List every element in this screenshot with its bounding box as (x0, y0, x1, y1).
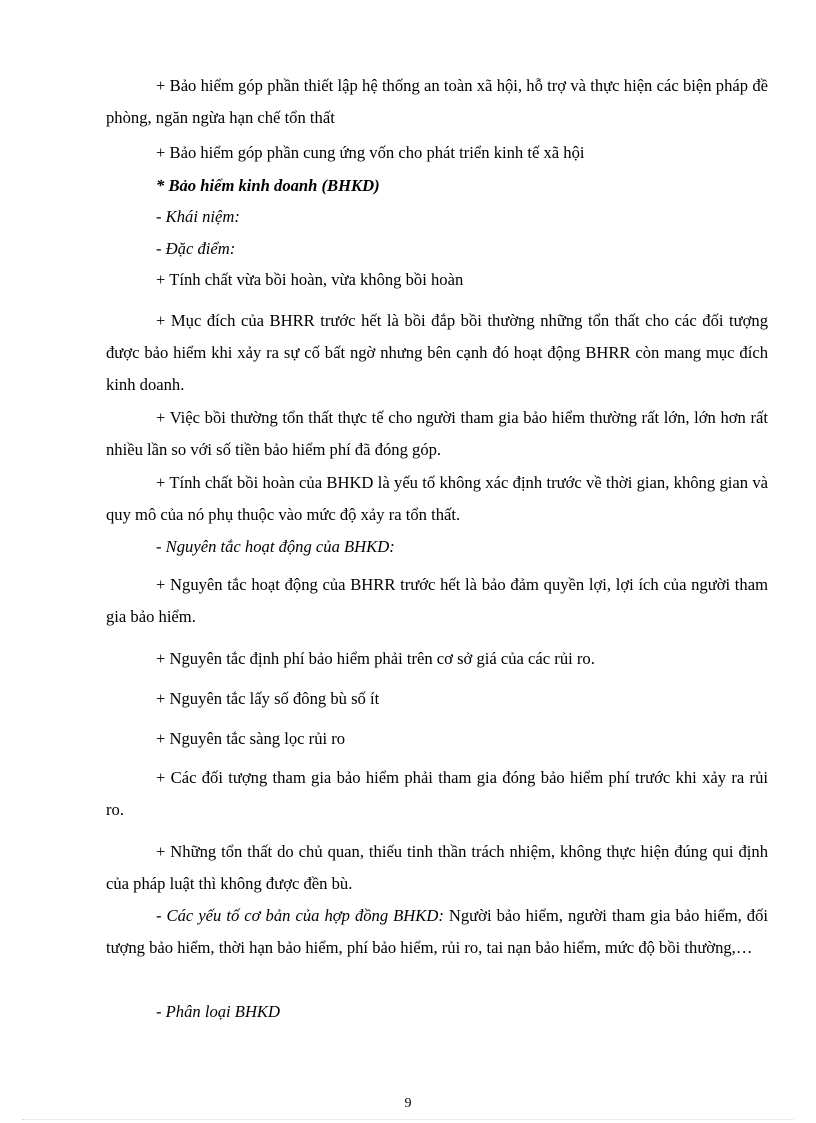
item-operating-principles: - Nguyên tắc hoạt động của BHKD: (156, 537, 395, 556)
paragraph-purpose: + Mục đích của BHRR trước hết là bồi đắp bồi thường những tổn thất cho các đối tượng được bảo hiểm khi xảy ra sự cố bất ngờ nhưng bên cạnh đó hoạt động BHRR còn mang mục đích kinh doanh. (106, 311, 768, 394)
paragraph-premium-before-risk: + Các đối tượng tham gia bảo hiểm phải tham gia đóng bảo hiểm phí trước khi xảy ra rủi ro. (106, 768, 768, 819)
paragraph-principle-majority: + Nguyên tắc lấy số đông bù số ít (156, 689, 380, 708)
paragraph-principle-screening: + Nguyên tắc sàng lọc rủi ro (156, 729, 346, 748)
contract-elements-text: Người bảo hiểm, người tham gia bảo hiểm, đối tượng bảo hiểm, thời hạn bảo hiểm, phí bảo hiểm, rủi ro, tai nạn bảo hiểm, mức độ bồi thường,… (106, 906, 769, 957)
paragraph-contract-elements (106, 900, 768, 964)
paragraph-actual-compensation: + Việc bồi thường tổn thất thực tế cho người tham gia bảo hiểm thường rất lớn, lớn hơn rất nhiều lần so với số tiền bảo hiểm phí đã đóng góp. (106, 408, 768, 459)
item-characteristics: - Đặc điểm: (156, 239, 236, 258)
paragraph-principle-premium: + Nguyên tắc định phí bảo hiểm phải trên cơ sở giá của các rủi ro. (156, 649, 595, 668)
paragraph-social-safety: + Bảo hiểm góp phần thiết lập hệ thống an toàn xã hội, hỗ trợ và thực hiện các biện pháp đề phòng, ngăn ngừa hạn chế tổn thất (106, 76, 768, 127)
footer-divider (22, 1119, 794, 1120)
paragraph-capital-supply: + Bảo hiểm góp phần cung ứng vốn cho phát triển kinh tế xã hội (156, 143, 585, 162)
paragraph-no-compensation: + Những tổn thất do chủ quan, thiếu tinh thần trách nhiệm, không thực hiện đúng qui định của pháp luật thì không được đền bù. (106, 842, 768, 893)
paragraph-principle-rights: + Nguyên tắc hoạt động của BHRR trước hết là bảo đảm quyền lợi, lợi ích của người tham gia bảo hiểm. (106, 575, 768, 626)
section-heading-bhkd: * Bảo hiểm kinh doanh (BHKD) (156, 176, 380, 195)
paragraph-compensation-nature: + Tính chất vừa bồi hoàn, vừa không bồi hoàn (156, 270, 464, 289)
paragraph-compensation-uncertainty: + Tính chất bồi hoàn của BHKD là yếu tố không xác định trước về thời gian, không gian và quy mô của nó phụ thuộc vào mức độ xảy ra tổn thất. (106, 473, 768, 524)
contract-elements-lead: - Các yếu tố cơ bản của hợp đồng BHKD: (156, 906, 444, 925)
page-number: 9 (404, 1096, 412, 1111)
item-concept: - Khái niệm: (156, 207, 240, 226)
item-classification: - Phân loại BHKD (156, 1002, 280, 1021)
